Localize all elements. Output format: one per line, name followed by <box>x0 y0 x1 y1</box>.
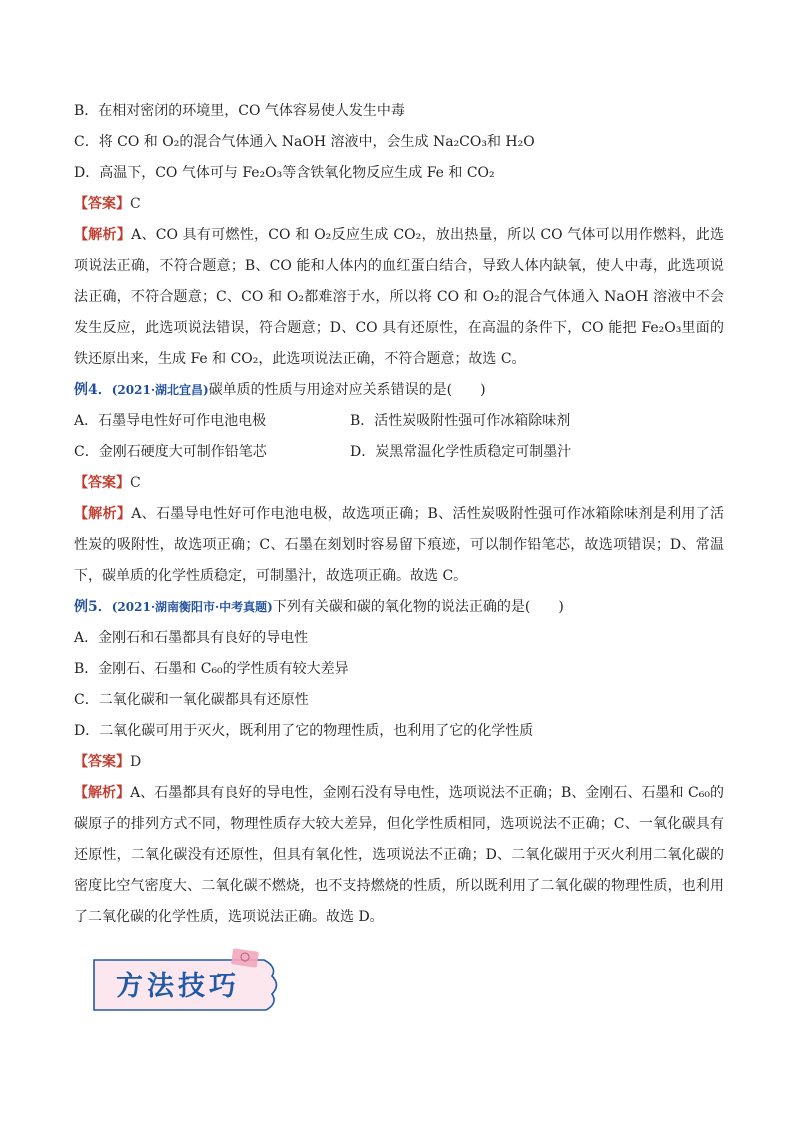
example-5-option-d: D．二氧化碳可用于灭火，既利用了它的物理性质，也利用了它的化学性质 <box>74 723 534 739</box>
section-banner-graphic <box>86 948 286 1020</box>
example-5-option-a: A．金刚石和石墨都具有良好的导电性 <box>74 630 309 646</box>
example-4-options-row-1 <box>74 406 724 437</box>
analysis-tag: 【解析】 <box>74 227 132 243</box>
example-5-answer <box>74 747 724 778</box>
example-stem: 碳单质的性质与用途对应关系错误的是( ) <box>208 382 486 398</box>
option-d: D．炭黑常温化学性质稳定可制墨汁 <box>350 444 572 460</box>
analysis-tag: 【解析】 <box>74 785 131 801</box>
example-label: 例4． <box>74 382 112 398</box>
q3-option-d: D．高温下，CO 气体可与 Fe₂O₃等含铁氧化物反应生成 Fe 和 CO₂ <box>74 165 495 181</box>
example-stem: 下列有关碳和碳的氧化物的说法正确的是( ) <box>272 599 564 615</box>
example-4-answer <box>74 468 724 499</box>
option-b: B．活性炭吸附性强可作冰箱除味剂 <box>350 413 571 429</box>
answer-value: C <box>130 475 141 491</box>
example-5-analysis <box>74 778 724 933</box>
section-banner <box>86 948 286 1020</box>
example-source: (2021·湖北宜昌) <box>111 383 209 397</box>
example-5-option-c: C．二氧化碳和一氧化碳都具有还原性 <box>74 692 309 708</box>
q3-option-c: C．将 CO 和 O₂的混合气体通入 NaOH 溶液中，会生成 Na₂CO₃和 H₂O <box>74 134 535 150</box>
section-banner-title: 方法技巧 <box>116 971 240 1002</box>
answer-tag: 【答案】 <box>74 754 130 770</box>
q3-answer <box>74 189 724 220</box>
q3-analysis <box>74 220 724 375</box>
example-4-analysis <box>74 499 724 592</box>
example-5-heading <box>74 592 724 623</box>
answer-value: D <box>130 754 142 770</box>
example-5-option-b: B．金刚石、石墨和 C₆₀的学性质有较大差异 <box>74 661 349 677</box>
example-source: (2021·湖南衡阳市·中考真题) <box>111 600 273 614</box>
answer-tag: 【答案】 <box>74 196 130 212</box>
answer-value: C <box>130 196 141 212</box>
analysis-tag: 【解析】 <box>74 506 132 522</box>
analysis-text: A、石墨导电性好可作电池电极，故选项正确；B、活性炭吸附性强可作冰箱除味剂是利用了活性炭的吸附性，故选项正确；C、石墨在刻划时容易留下痕迹，可以制作铅笔芯，故选项错误；D、常温下，碳单质的化学性质稳定，可制墨汁，故选项正确。故选 C。 <box>74 506 725 584</box>
example-4-heading <box>74 375 724 406</box>
q3-option-b: B．在相对密闭的环境里，CO 气体容易使人发生中毒 <box>74 103 405 119</box>
answer-tag: 【答案】 <box>74 475 130 491</box>
example-4-options-row-2 <box>74 437 724 468</box>
analysis-text: A、CO 具有可燃性，CO 和 O₂反应生成 CO₂，放出热量，所以 CO 气体可以用作燃料，此选项说法正确，不符合题意；B、CO 能和人体内的血红蛋白结合，导致人体内缺氧，使人中毒，此选项说法正确，不符合题意；C、CO 和 O₂都难溶于水，所以将 CO 和 O₂的混合气体通入 NaOH 溶液中不会发生反应，此选项说法错误，符合题意；D、CO 具有还原性，在高温的条件下，CO 能把 Fe₂O₃里面的铁还原出来，生成 Fe 和 CO₂，此选项说法正确，不符合题意；故选 C。 <box>74 227 724 367</box>
document-body <box>74 96 724 933</box>
analysis-text: A、石墨都具有良好的导电性，金刚石没有导电性，选项说法不正确；B、金刚石、石墨和 C₆₀的碳原子的排列方式不同，物理性质存大较大差异，但化学性质相同，选项说法不正确；C、一氧化碳具有还原性，二氧化碳没有还原性，但具有氧化性，选项说法不正确；D、二氧化碳用于灭火利用二氧化碳的密度比空气密度大、二氧化碳不燃烧，也不支持燃烧的性质，所以既利用了二氧化碳的物理性质，也利用了二氧化碳的化学性质，选项说法正确。故选 D。 <box>74 785 724 925</box>
option-c: C．金刚石硬度大可制作铅笔芯 <box>74 444 267 460</box>
example-label: 例5． <box>74 599 112 615</box>
option-a: A．石墨导电性好可作电池电极 <box>74 413 267 429</box>
